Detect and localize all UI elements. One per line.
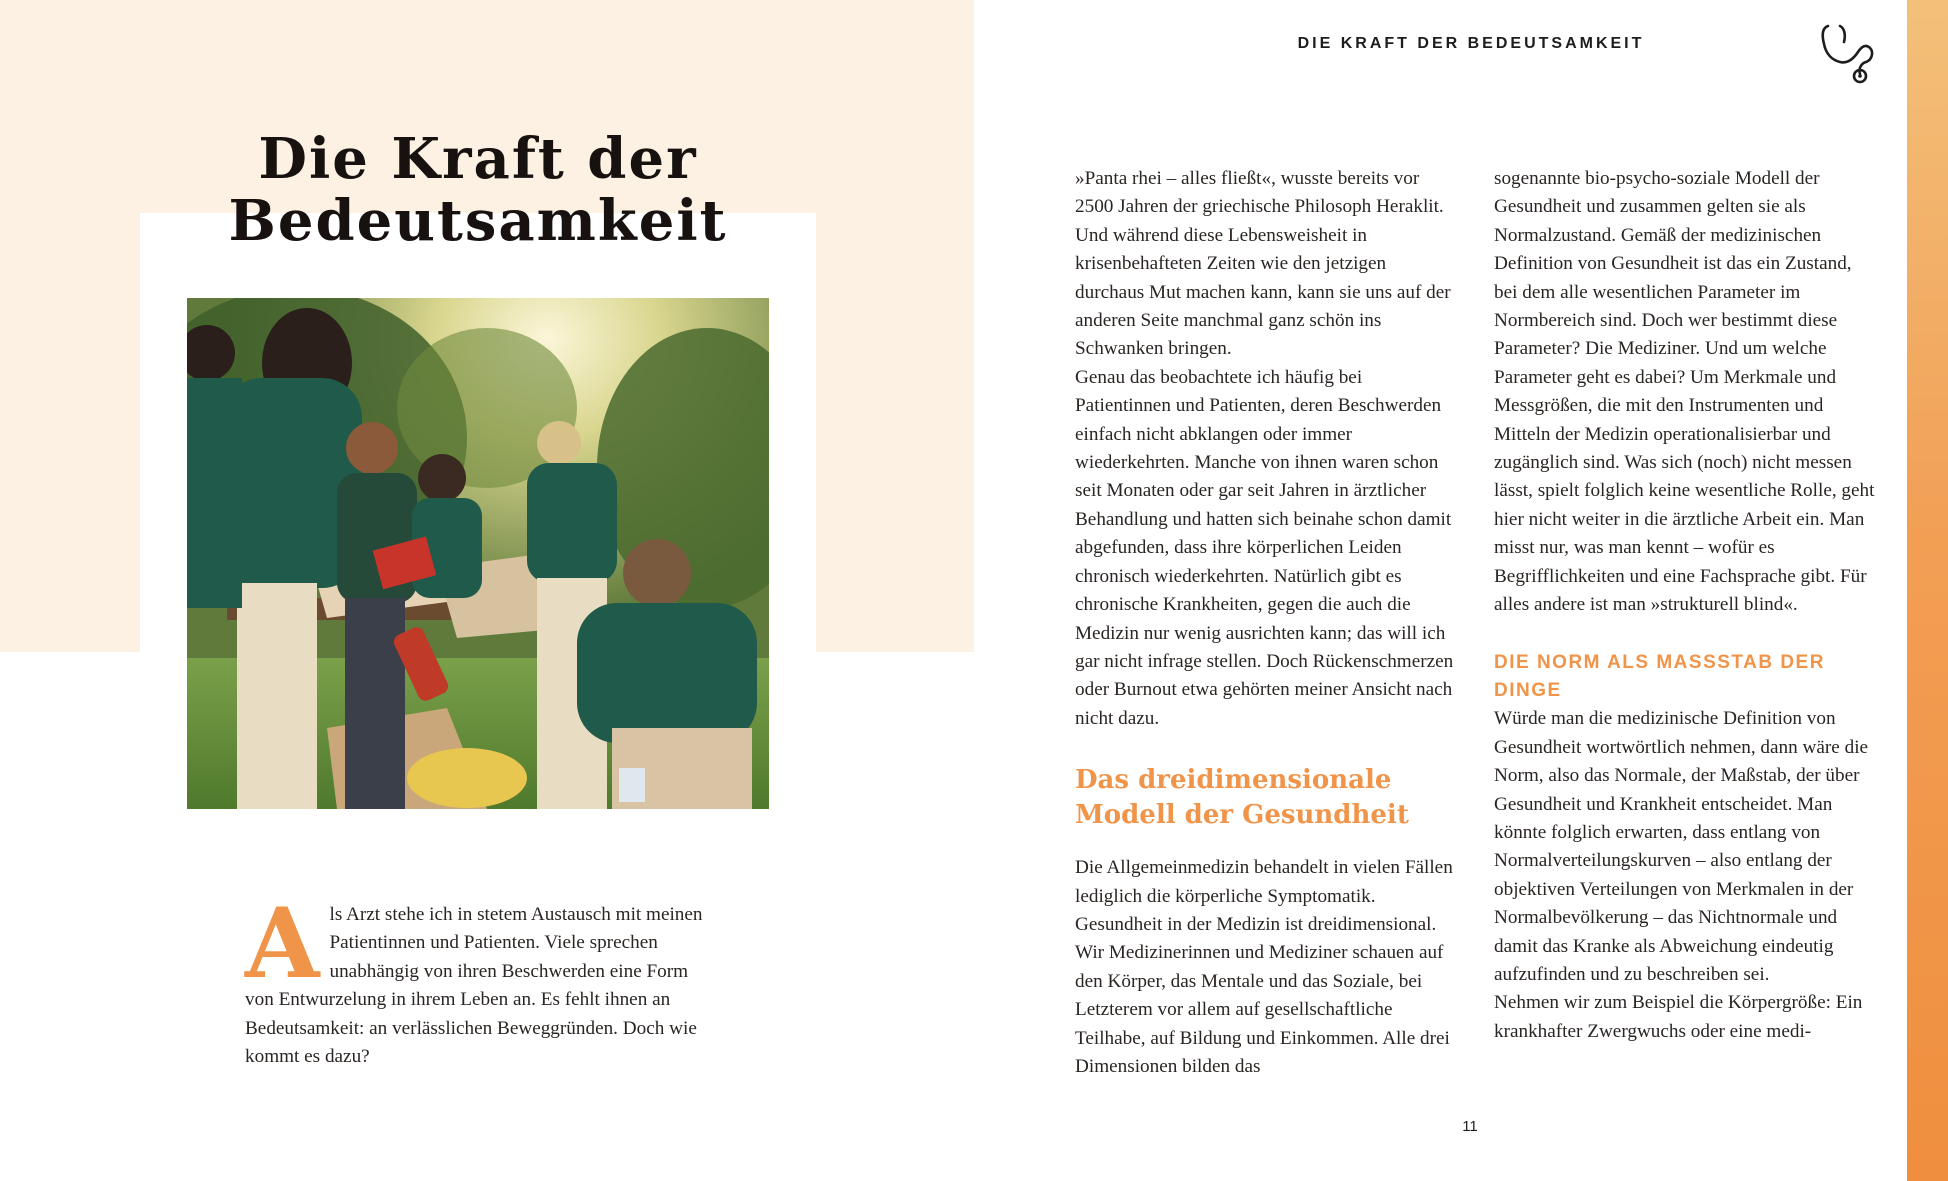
paragraph: »Panta rhei – alles fließt«, wusste bereits vor 2500 Jahren der griechische Philosoph Heraklit. Und während diese Lebensweisheit in krisenbehafteten Zeiten wie den jetzigen durchaus Mut machen kann, kann sie uns auf der anderen Seite manchmal ganz schön ins Schwanken bringen. [1075, 168, 1451, 360]
paragraph: Würde man die medizinische Definition von Gesundheit wortwörtlich nehmen, dann wäre die Norm, also das Normale, der Maßstab, der über Gesundheit und Krankheit entscheidet. Man könnte folglich erwarten, dass entlang von Normalverteilungskurven – also entlang der objektiven Verteilungen von Merkmalen in der Normalbevölkerung – das Nichtnormale und damit das Kranke als Abweichung eindeutig aufzufinden und zu beschreiben sei. [1494, 708, 1869, 985]
chapter-title-line2: Bedeutsamkeit [228, 188, 728, 254]
intro-text: ls Arzt stehe ich in stetem Austausch mit meinen Patientinnen und Patienten. Viele sprechen unabhängig von ihren Beschwerden eine Form von Entwurzelung in ihrem Leben an. Es fehlt ihnen an Bedeutsamkeit: an verlässlichen Beweggründen. Doch wie kommt es dazu? [245, 904, 703, 1068]
text-column-1 [1075, 165, 1455, 1081]
subsection-heading: DIE NORM ALS MASSSTAB DER DINGE [1494, 651, 1825, 701]
stethoscope-icon [1818, 20, 1876, 84]
photo-volunteers [187, 298, 769, 809]
chapter-title-line1: Die Kraft der [258, 126, 698, 192]
drop-cap: A [245, 887, 320, 1000]
volunteers-photo-illustration [187, 298, 769, 809]
chapter-title [140, 128, 816, 252]
paragraph: Nehmen wir zum Beispiel die Körpergröße: Ein krankhafter Zwergwuchs oder eine medi- [1494, 992, 1863, 1042]
intro-paragraph [245, 887, 715, 1071]
orange-edge-bar [1907, 0, 1948, 1181]
paragraph: sogenannte bio-psycho-soziale Modell der Gesundheit und zusammen gelten sie als Normalzustand. Gemäß der medizinischen Definition von Gesundheit ist das ein Zustand, bei dem alle wesentlichen Parameter im Normbereich sind. Doch wer bestimmt diese Parameter? Die Mediziner. Und um welche Parameter geht es dabei? Um Merkmale und Messgrößen, die mit den Instrumenten und Mitteln der Medizin operationalisierbar und zugänglich sind. Was sich (noch) nicht messen lässt, spielt folglich keine wesentliche Rolle, geht hier nicht weiter in die ärztliche Arbeit ein. Man misst nur, was man kennt – wofür es Begrifflichkeiten und eine Fachsprache gibt. Für alles andere ist man »strukturell blind«. [1494, 168, 1875, 616]
page-number: 11 [1462, 1118, 1478, 1135]
text-column-2 [1494, 165, 1878, 1046]
paragraph: Die Allgemeinmedizin behandelt in vielen Fällen lediglich die körperliche Symptomatik. Gesundheit in der Medizin ist dreidimensional. Wir Medizinerinnen und Mediziner schauen auf den Körper, das Mentale und das Soziale, bei Letzterem vor allem auf gesellschaftliche Teilhabe, auf Bildung und Einkommen. Alle drei Dimensionen bilden das [1075, 857, 1453, 1077]
running-head: DIE KRAFT DER BEDEUTSAMKEIT [1297, 35, 1645, 52]
paragraph: Genau das beobachtete ich häufig bei Patientinnen und Patienten, deren Beschwerden einfach nicht abklangen oder immer wiederkehrten. Manche von ihnen waren schon seit Monaten oder gar seit Jahren in ärztlicher Behandlung und hatten sich beinahe schon damit abgefunden, dass ihre körperlichen Leiden chronisch wiederkehrten. Natürlich gibt es chronische Krankheiten, gegen die auch die Medizin nur wenig ausrichten kann; das will ich gar nicht infrage stellen. Doch Rückenschmerzen oder Burnout etwa gehörten meiner Ansicht nach nicht dazu. [1075, 366, 1454, 729]
section-heading: Das dreidimensionale Modell der Gesundheit [1075, 765, 1409, 831]
